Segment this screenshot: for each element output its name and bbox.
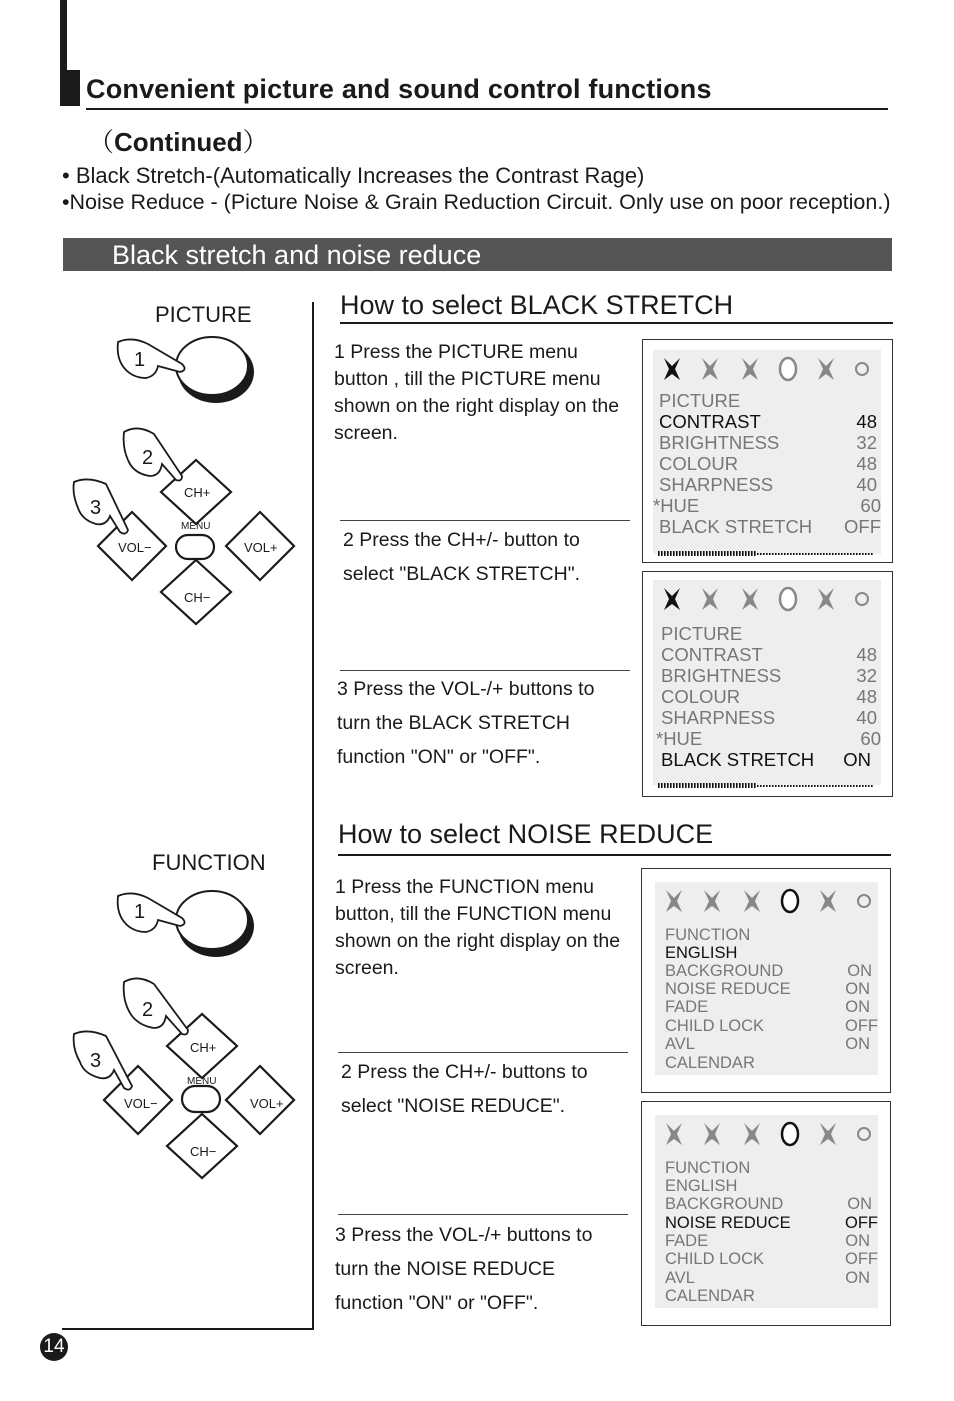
hand-3-number: 3 <box>90 497 102 519</box>
column-divider <box>312 302 314 1330</box>
menu-icon-row <box>655 1115 878 1155</box>
function-menu-screen-on <box>641 868 891 1093</box>
function-icon <box>779 886 801 916</box>
section-band-title: Black stretch and noise reduce <box>112 240 482 270</box>
noise-reduce-step-3: 3 Press the VOL-/+ buttons to turn the NOISE REDUCE function "ON" or "OFF". <box>335 1224 593 1314</box>
picture-menu-screen-off <box>642 339 893 563</box>
menu-icon-row <box>653 350 881 390</box>
tuning-icon <box>815 584 837 614</box>
picture-button-label: PICTURE <box>155 302 252 327</box>
function-menu-button <box>176 891 254 957</box>
tuning-icon <box>815 354 837 384</box>
menu-icon-row <box>653 580 881 620</box>
function-menu: FUNCTION ENGLISH BACKGROUND ON NOISE REDUCE ON FADE ON CHILD LOCK OFF AVL ON CALENDAR <box>655 882 878 1075</box>
function-button-label: FUNCTION <box>152 850 266 875</box>
setup-icon <box>739 584 761 614</box>
picture-icon <box>661 354 683 384</box>
menu-label: MENU <box>187 1076 217 1087</box>
function-icon <box>777 584 799 614</box>
noise-reduce-step-2: 2 Press the CH+/- buttons to select "NOISE REDUCE". <box>341 1061 588 1117</box>
hand-1-number: 1 <box>134 901 146 923</box>
page-title: Convenient picture and sound control functions <box>86 74 712 104</box>
setup-icon <box>741 1119 763 1149</box>
ch-minus-label: CH− <box>184 590 211 605</box>
reset-icon <box>853 886 875 916</box>
reset-icon <box>851 354 873 384</box>
remote-control-function <box>66 884 296 1184</box>
function-menu: FUNCTION ENGLISH BACKGROUND ON NOISE REDUCE OFF FADE ON CHILD LOCK OFF AVL ON CALENDAR <box>655 1115 878 1308</box>
hand-2-number: 2 <box>142 999 154 1021</box>
menu-button <box>176 535 214 559</box>
hand-1-number: 1 <box>134 349 146 371</box>
black-stretch-heading-rule <box>340 322 893 324</box>
sound-icon <box>701 1119 723 1149</box>
function-icon <box>777 354 799 384</box>
ch-plus-label: CH+ <box>184 485 211 500</box>
ch-minus-label: CH− <box>190 1144 217 1159</box>
picture-menu-screen-on <box>642 571 893 797</box>
picture-menu: PICTURE CONTRAST 48 BRIGHTNESS 32 COLOUR 48 SHARPNESS 40 *HUE 60 BLACK STRETCH ON <box>653 580 881 785</box>
picture-icon <box>661 584 683 614</box>
header-block <box>60 70 80 106</box>
tuning-icon <box>817 1119 839 1149</box>
picture-menu-button <box>176 337 254 403</box>
sound-icon <box>699 584 721 614</box>
bullet-black-stretch: • Black Stretch-(Automatically Increases the Contrast Rage) <box>62 163 645 188</box>
setup-icon <box>741 886 763 916</box>
page-number: 14 <box>40 1333 68 1361</box>
remote-control-picture <box>66 330 296 630</box>
hand-1-icon <box>118 893 185 932</box>
hand-2-number: 2 <box>142 447 154 469</box>
bottom-rule <box>62 1328 314 1330</box>
ch-plus-label: CH+ <box>190 1040 217 1055</box>
title-rule <box>86 108 888 110</box>
reset-icon <box>853 1119 875 1149</box>
vol-minus-label: VOL− <box>124 1096 158 1111</box>
bullet-noise-reduce: •Noise Reduce - (Picture Noise & Grain Reduction Circuit. Only use on poor reception.) <box>62 190 891 214</box>
noise-reduce-heading: How to select NOISE REDUCE <box>338 819 714 849</box>
function-menu-screen-off <box>641 1101 891 1326</box>
black-stretch-step-2: 2 Press the CH+/- button to select "BLACK STRETCH". <box>343 529 581 585</box>
hand-1-icon <box>118 339 185 378</box>
menu-icon-row <box>655 882 878 922</box>
step-divider <box>340 520 630 521</box>
noise-reduce-heading-rule <box>338 854 891 856</box>
continued-label: （Continued） <box>88 127 269 157</box>
function-icon <box>779 1119 801 1149</box>
menu-label: MENU <box>181 521 211 532</box>
sound-icon <box>699 354 721 384</box>
step-divider <box>338 1052 628 1053</box>
vol-plus-label: VOL+ <box>250 1096 284 1111</box>
setting-bar <box>658 775 874 780</box>
picture-icon <box>663 1119 685 1149</box>
black-stretch-step-1: 1 Press the PICTURE menu button , till the PICTURE menu shown on the right display on the screen. <box>334 341 620 444</box>
setting-bar-ticks <box>658 551 874 556</box>
setting-bar <box>658 543 874 548</box>
noise-reduce-step-1: 1 Press the FUNCTION menu button, till the FUNCTION menu shown on the right display on the screen. <box>335 876 621 979</box>
reset-icon <box>851 584 873 614</box>
black-stretch-heading: How to select BLACK STRETCH <box>340 290 734 320</box>
vol-minus-label: VOL− <box>118 540 152 555</box>
hand-3-number: 3 <box>90 1050 102 1072</box>
hand-3-icon <box>74 1031 132 1089</box>
setting-bar-ticks <box>658 783 874 788</box>
picture-menu: PICTURE CONTRAST 48 BRIGHTNESS 32 COLOUR 48 SHARPNESS 40 *HUE 60 BLACK STRETCH OFF <box>653 350 881 554</box>
hand-2-icon <box>124 978 188 1034</box>
black-stretch-step-3: 3 Press the VOL-/+ buttons to turn the BLACK STRETCH function "ON" or "OFF". <box>337 678 595 768</box>
setup-icon <box>739 354 761 384</box>
tuning-icon <box>817 886 839 916</box>
step-divider <box>338 1214 628 1215</box>
menu-button <box>182 1086 220 1112</box>
step-divider <box>340 670 630 671</box>
picture-icon <box>663 886 685 916</box>
sound-icon <box>701 886 723 916</box>
vol-plus-label: VOL+ <box>244 540 278 555</box>
